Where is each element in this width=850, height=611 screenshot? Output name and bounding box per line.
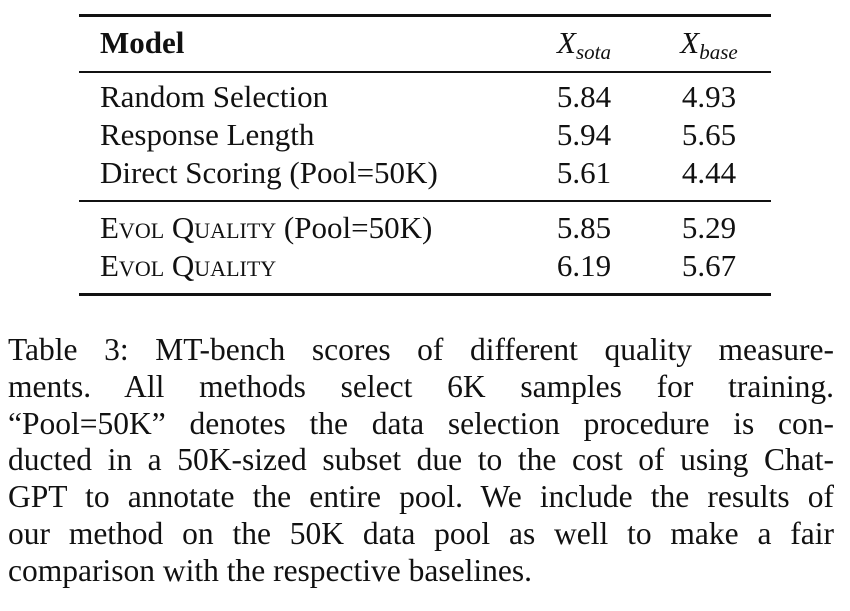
row-base: 4.93 (681, 79, 737, 114)
table-caption (8, 332, 834, 590)
row-base: 5.65 (681, 117, 737, 152)
table-header-row (79, 24, 771, 62)
caption-line: Table 3: MT-bench scores of different quality measure- (8, 332, 834, 367)
table-top-rule (79, 14, 771, 17)
row-base: 5.67 (681, 248, 737, 283)
caption-line: GPT to annotate the entire pool. We include the results of (8, 479, 834, 515)
row-sota: 5.84 (556, 79, 612, 114)
row-sota: 5.61 (556, 155, 612, 190)
header-x-sota: $X_{sota}$ (557, 25, 611, 64)
row-base: 4.44 (681, 155, 737, 190)
table-group-rule (79, 200, 771, 202)
header-x-base: $X_{base}$ (680, 25, 738, 64)
table-row (79, 247, 771, 285)
row-sota: 5.94 (556, 117, 612, 152)
row-base: 5.29 (681, 210, 737, 245)
row-model: Evol Quality (Pool=50K) (100, 210, 433, 245)
row-sota: 5.85 (556, 210, 612, 245)
table-row (79, 78, 771, 116)
caption-line: “Pool=50K” denotes the data selection procedure is con- (8, 405, 834, 441)
row-model: Direct Scoring (Pool=50K) (100, 155, 438, 190)
caption-line: ments. All methods select 6K samples for training. (8, 368, 834, 404)
row-model: Response Length (100, 117, 315, 152)
table-row (79, 116, 771, 154)
caption-line: our method on the 50K data pool as well to make a fair (8, 515, 834, 551)
row-model: Evol Quality (100, 248, 277, 283)
table-header-rule (79, 71, 771, 73)
header-model: Model (100, 25, 185, 60)
caption-line: comparison with the respective baselines. (8, 552, 532, 588)
row-model: Random Selection (100, 79, 329, 114)
caption-line: ducted in a 50K-sized subset due to the cost of using Chat- (8, 442, 834, 478)
table-bottom-rule (79, 293, 771, 296)
row-sota: 6.19 (556, 248, 612, 283)
table-row (79, 209, 771, 247)
table-row (79, 154, 771, 192)
